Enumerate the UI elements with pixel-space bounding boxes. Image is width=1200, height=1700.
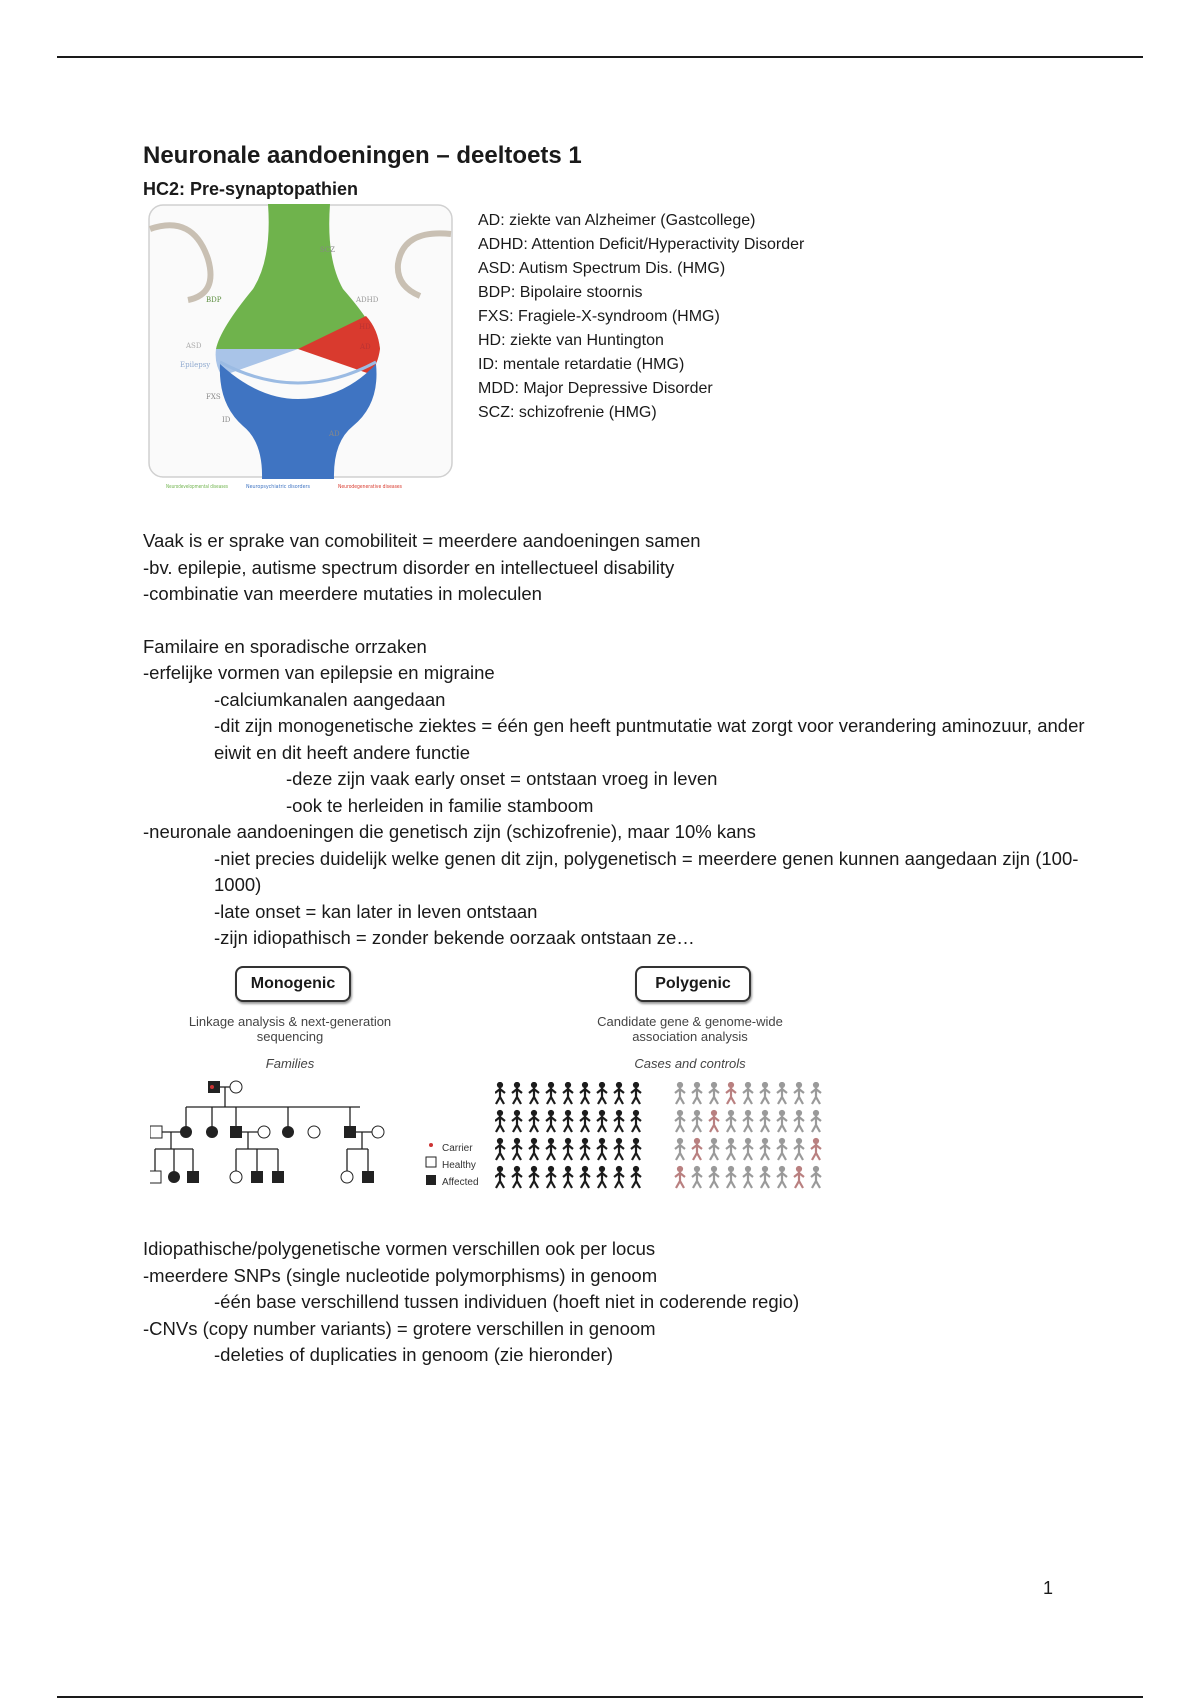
- control-person-icon: [811, 1082, 821, 1104]
- s2-line: -ook te herleiden in familie stamboom: [286, 794, 594, 816]
- case-person-icon: [563, 1166, 573, 1188]
- case-person-icon: [631, 1166, 641, 1188]
- control-person-icon: [777, 1082, 787, 1104]
- section-subtitle: HC2: Pre-synaptopathien: [143, 179, 359, 199]
- control-person-icon: [726, 1138, 736, 1160]
- monogenic-caption: Linkage analysis & next-generation sequencing: [188, 1014, 392, 1044]
- control-person-icon: [709, 1138, 719, 1160]
- control-person-icon: [760, 1082, 770, 1104]
- control-person-icon: [692, 1138, 702, 1160]
- control-person-icon: [794, 1082, 804, 1104]
- pedigree-affected: [362, 1171, 374, 1183]
- label-scz: SCZ: [320, 246, 336, 254]
- pedigree-healthy: [150, 1126, 162, 1138]
- notes-block-1: [143, 528, 1103, 952]
- case-person-icon: [563, 1082, 573, 1104]
- case-person-icon: [529, 1110, 539, 1132]
- control-person-icon: [675, 1082, 685, 1104]
- abbr-id: ID: mentale retardatie (HMG): [478, 356, 685, 373]
- case-person-icon: [495, 1138, 505, 1160]
- abbreviation-list: [478, 209, 808, 425]
- label-bdp: BDP: [206, 296, 222, 304]
- pedigree-affected: [272, 1171, 284, 1183]
- case-person-icon: [563, 1138, 573, 1160]
- case-person-icon: [580, 1166, 590, 1188]
- control-person-icon: [760, 1110, 770, 1132]
- case-person-icon: [614, 1110, 624, 1132]
- s1-line: Vaak is er sprake van comobiliteit = meerdere aandoeningen samen: [143, 530, 701, 551]
- s3-line: -één base verschillend tussen individuen (hoeft niet in coderende regio): [214, 1291, 800, 1312]
- s2-line: -late onset = kan later in leven ontstaan: [214, 900, 538, 922]
- case-person-icon: [631, 1110, 641, 1132]
- control-person-icon: [794, 1110, 804, 1132]
- case-person-icon: [631, 1138, 641, 1160]
- case-person-icon: [597, 1110, 607, 1132]
- abbr-ad: AD: ziekte van Alzheimer (Gastcollege): [478, 212, 756, 229]
- key-carrier: Carrier: [442, 1143, 473, 1154]
- s3-line: -CNVs (copy number variants) = grotere verschillen in genoom: [143, 1317, 656, 1339]
- control-person-icon: [743, 1166, 753, 1188]
- control-person-icon: [794, 1138, 804, 1160]
- control-person-icon: [709, 1082, 719, 1104]
- polygenic-box: Polygenic: [635, 966, 751, 1002]
- label-neurodegenerative: Neurodegenerative diseases: [338, 484, 403, 490]
- header-rule: [57, 56, 1143, 58]
- pedigree-healthy: [230, 1081, 242, 1093]
- case-person-icon: [580, 1082, 590, 1104]
- case-person-icon: [512, 1138, 522, 1160]
- s2-line: -dit zijn monogenetische ziektes = één gen heeft puntmutatie wat zorgt voor verandering aminozuur, ander eiwit en dit heeft andere functie: [214, 715, 1085, 763]
- pedigree-healthy: [308, 1126, 320, 1138]
- case-person-icon: [546, 1082, 556, 1104]
- case-person-icon: [597, 1138, 607, 1160]
- control-person-icon: [777, 1138, 787, 1160]
- control-person-icon: [811, 1138, 821, 1160]
- cases-controls-grid: [495, 1082, 875, 1197]
- genetics-figure: [150, 962, 870, 1212]
- s2-line: -deze zijn vaak early onset = ontstaan vroeg in leven: [286, 768, 718, 789]
- label-epilepsy: Epilepsy: [180, 361, 211, 369]
- pedigree-healthy: [150, 1171, 161, 1183]
- case-person-icon: [495, 1110, 505, 1132]
- control-person-icon: [811, 1166, 821, 1188]
- pedigree-affected: [230, 1126, 242, 1138]
- case-person-icon: [512, 1082, 522, 1104]
- pedigree-affected: [187, 1171, 199, 1183]
- s2-line: Familaire en sporadische orrzaken: [143, 635, 427, 657]
- s1-line: -bv. epilepie, autisme spectrum disorder en intellectueel disability: [143, 556, 675, 578]
- case-person-icon: [546, 1110, 556, 1132]
- label-ad: AD: [329, 430, 340, 438]
- page-number: 1: [1043, 1578, 1054, 1598]
- spacer: [143, 608, 1103, 634]
- label-neuropsychiatric: Neuropsychiatric disorders: [246, 484, 311, 490]
- control-person-icon: [760, 1138, 770, 1160]
- case-person-icon: [597, 1166, 607, 1188]
- label-asd: ASD: [186, 342, 202, 350]
- control-person-icon: [709, 1110, 719, 1132]
- control-person-icon: [777, 1166, 787, 1188]
- document-title: Neuronale aandoeningen – deeltoets 1: [143, 142, 582, 169]
- pedigree-affected: [168, 1171, 180, 1183]
- label-neurodevelopmental: Neurodevelopmental diseases: [166, 484, 229, 490]
- pedigree-affected: [251, 1171, 263, 1183]
- s3-line: -meerdere SNPs (single nucleotide polymorphisms) in genoom: [143, 1264, 658, 1286]
- s3-line: -deleties of duplicaties in genoom (zie hieronder): [214, 1344, 613, 1365]
- case-person-icon: [563, 1110, 573, 1132]
- pedigree-healthy: [372, 1126, 384, 1138]
- control-person-icon: [743, 1110, 753, 1132]
- control-person-icon: [692, 1166, 702, 1188]
- control-person-icon: [811, 1110, 821, 1132]
- case-person-icon: [495, 1082, 505, 1104]
- case-person-icon: [614, 1138, 624, 1160]
- key-legend: [442, 1140, 479, 1191]
- notes-block-2: [143, 1236, 1103, 1369]
- abbr-scz: SCZ: schizofrenie (HMG): [478, 404, 657, 421]
- synapse-disease-figure: [148, 204, 453, 499]
- case-person-icon: [495, 1166, 505, 1188]
- control-person-icon: [675, 1166, 685, 1188]
- s2-line: -neuronale aandoeningen die genetisch zijn (schizofrenie), maar 10% kans: [143, 821, 756, 842]
- label-adhd: ADHD: [356, 296, 379, 304]
- control-person-icon: [743, 1138, 753, 1160]
- families-label: Families: [265, 1056, 315, 1071]
- abbr-hd: HD: ziekte van Huntington: [478, 332, 664, 349]
- s2-line: -calciumkanalen aangedaan: [214, 688, 446, 710]
- control-person-icon: [692, 1082, 702, 1104]
- abbr-bdp: BDP: Bipolaire stoornis: [478, 284, 643, 301]
- pedigree-affected: [282, 1126, 294, 1138]
- pedigree-affected: [344, 1126, 356, 1138]
- pedigree-healthy: [230, 1171, 242, 1183]
- case-person-icon: [597, 1082, 607, 1104]
- control-person-icon: [709, 1166, 719, 1188]
- control-person-icon: [726, 1110, 736, 1132]
- pedigree-healthy: [258, 1126, 270, 1138]
- monogenic-box: Monogenic: [235, 966, 351, 1002]
- control-person-icon: [794, 1166, 804, 1188]
- control-person-icon: [760, 1166, 770, 1188]
- label-fxs: FXS: [206, 393, 221, 401]
- label-ad-small: AD: [360, 343, 371, 351]
- control-person-icon: [692, 1110, 702, 1132]
- case-person-icon: [614, 1166, 624, 1188]
- abbr-asd: ASD: Autism Spectrum Dis. (HMG): [478, 260, 726, 277]
- key-affected: Affected: [442, 1177, 479, 1188]
- case-person-icon: [580, 1110, 590, 1132]
- footer-rule: [57, 1696, 1143, 1698]
- case-person-icon: [529, 1082, 539, 1104]
- label-hd: HD: [359, 323, 371, 331]
- case-person-icon: [529, 1166, 539, 1188]
- pedigree-chart: [150, 1077, 420, 1207]
- pedigree-healthy: [341, 1171, 353, 1183]
- key-healthy: Healthy: [442, 1160, 476, 1171]
- polygenic-caption: Candidate gene & genome-wide association analysis: [597, 1014, 783, 1044]
- control-person-icon: [777, 1110, 787, 1132]
- abbr-mdd: MDD: Major Depressive Disorder: [478, 380, 713, 397]
- s3-line: Idiopathische/polygenetische vormen verschillen ook per locus: [143, 1238, 656, 1259]
- s2-line: -zijn idiopathisch = zonder bekende oorzaak ontstaan ze…: [214, 927, 695, 948]
- s1-line: -combinatie van meerdere mutaties in moleculen: [143, 583, 542, 604]
- case-person-icon: [529, 1138, 539, 1160]
- control-person-icon: [726, 1082, 736, 1104]
- s2-line: -niet precies duidelijk welke genen dit zijn, polygenetisch = meerdere genen kunnen aangedaan zijn (100-1000): [214, 847, 1079, 895]
- case-person-icon: [546, 1166, 556, 1188]
- abbr-fxs: FXS: Fragiele-X-syndroom (HMG): [478, 308, 720, 325]
- control-person-icon: [675, 1110, 685, 1132]
- pedigree-affected: [180, 1126, 192, 1138]
- s2-line: -erfelijke vormen van epilepsie en migraine: [143, 662, 495, 683]
- case-person-icon: [631, 1082, 641, 1104]
- cases-controls-label: Cases and controls: [634, 1056, 746, 1071]
- pedigree-affected: [206, 1126, 218, 1138]
- key-symbols: [425, 1137, 439, 1197]
- label-id: ID: [222, 416, 231, 424]
- case-person-icon: [512, 1110, 522, 1132]
- case-person-icon: [614, 1082, 624, 1104]
- abbr-adhd: ADHD: Attention Deficit/Hyperactivity Disorder: [478, 236, 805, 253]
- case-person-icon: [580, 1138, 590, 1160]
- control-person-icon: [743, 1082, 753, 1104]
- control-person-icon: [726, 1166, 736, 1188]
- case-person-icon: [512, 1166, 522, 1188]
- case-person-icon: [546, 1138, 556, 1160]
- control-person-icon: [675, 1138, 685, 1160]
